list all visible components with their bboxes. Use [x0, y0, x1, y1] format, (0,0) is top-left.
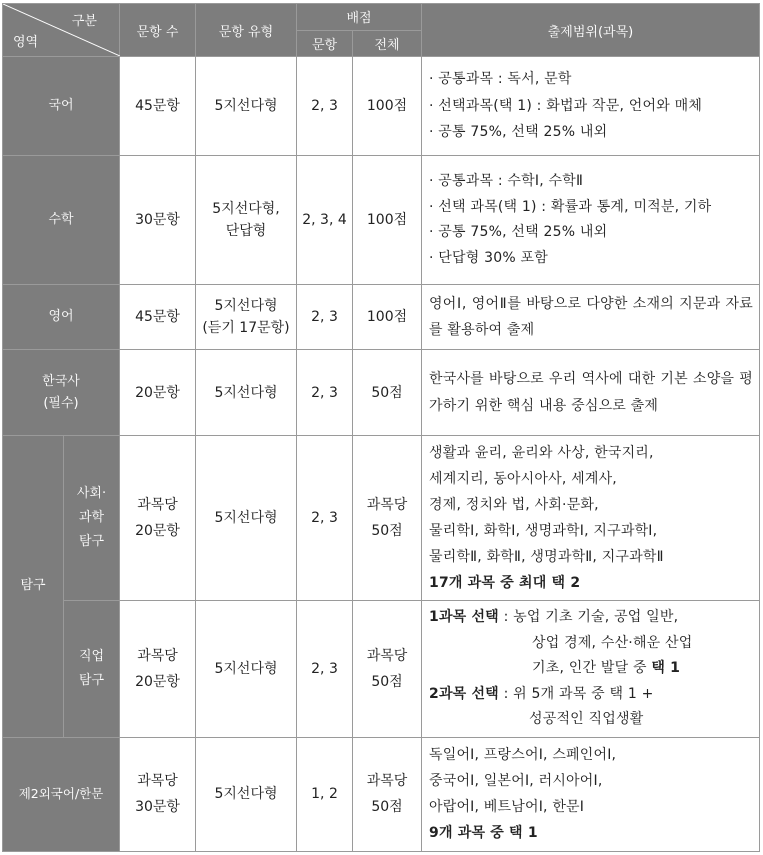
table-row-korean	[3, 57, 760, 156]
score-item-cell: 2, 3	[297, 601, 353, 738]
range-line: · 선택 과목(택 1) : 확률과 통계, 미적분, 기하	[429, 198, 712, 215]
type-cell: 5지선다형	[196, 601, 297, 738]
range-line: · 공통과목 : 수학Ⅰ, 수학Ⅱ	[429, 173, 584, 189]
score-total-cell	[353, 436, 422, 601]
score-total-cell: 100점	[353, 285, 422, 350]
range-cell	[422, 57, 760, 156]
type-cell: 5지선다형	[196, 737, 297, 851]
option-2-cont: 성공적인 직업생활	[529, 711, 644, 727]
sub-area-social	[64, 436, 120, 601]
table-row-math	[3, 156, 760, 285]
score-total-cell: 100점	[353, 57, 422, 156]
count-cell: 45문항	[120, 57, 196, 156]
type-cell: 5지선다형	[196, 350, 297, 436]
area-inquiry: 탐구	[3, 436, 64, 738]
range-cell: 한국사를 바탕으로 우리 역사에 대한 기본 소양을 평가하기 위한 핵심 내용 중심으로 출제	[422, 350, 760, 436]
type-line: 단답형	[225, 223, 267, 239]
range-note: 17개 과목 중 최대 택 2	[429, 575, 581, 591]
score-item-cell: 2, 3	[297, 57, 353, 156]
count-cell: 30문항	[120, 156, 196, 285]
sub-area-line: 사회·	[76, 486, 107, 501]
col-header-count: 문항 수	[120, 4, 196, 57]
sub-area-line: 직업	[78, 648, 105, 664]
sub-area-line: 탐구	[78, 534, 105, 549]
total-line: 50점	[371, 673, 403, 690]
option-1-text: : 농업 기초 기술, 공업 일반,	[498, 609, 679, 625]
type-line: 5지선다형,	[212, 201, 280, 217]
score-item-cell: 2, 3	[297, 285, 353, 350]
count-cell: 20문항	[120, 350, 196, 436]
type-line: (듣기 17문항)	[202, 320, 290, 336]
col-header-score-total: 전체	[353, 30, 422, 57]
table-row-english	[3, 285, 760, 350]
type-cell: 5지선다형	[196, 57, 297, 156]
score-total-cell	[353, 737, 422, 851]
count-line: 20문항	[135, 673, 180, 690]
range-line: 세계지리, 동아시아사, 세계사,	[429, 471, 617, 487]
total-line: 50점	[371, 799, 403, 815]
range-line: 경제, 정치와 법, 사회·문화,	[429, 497, 599, 513]
option-1-line	[429, 605, 753, 631]
score-item-cell: 2, 3, 4	[297, 156, 353, 285]
table-row-inquiry-job	[3, 601, 760, 738]
range-line: 아랍어Ⅰ, 베트남어Ⅰ, 한문Ⅰ	[429, 799, 585, 815]
area-line: 한국사	[42, 373, 80, 389]
area-second-language: 제2외국어/한문	[3, 737, 120, 851]
range-line: 독일어Ⅰ, 프랑스어Ⅰ, 스페인어Ⅰ,	[429, 747, 617, 763]
corner-header-cell	[3, 4, 120, 57]
range-cell	[422, 601, 760, 738]
count-cell	[120, 436, 196, 601]
count-cell: 45문항	[120, 285, 196, 350]
range-cell: 영어Ⅰ, 영어Ⅱ를 바탕으로 다양한 소재의 지문과 자료를 활용하여 출제	[422, 285, 760, 350]
table-row-second-language	[3, 737, 760, 851]
sub-area-line: 탐구	[78, 672, 105, 688]
corner-label-category: 구분	[71, 14, 97, 29]
range-line: · 선택과목(택 1) : 화법과 작문, 언어와 매체	[429, 97, 703, 114]
score-total-cell: 100점	[353, 156, 422, 285]
col-header-score-item: 문항	[297, 30, 353, 57]
type-cell	[196, 156, 297, 285]
score-total-cell: 50점	[353, 350, 422, 436]
count-line: 과목당	[137, 497, 178, 513]
score-total-cell	[353, 601, 422, 738]
area-korean: 국어	[3, 57, 120, 156]
range-cell	[422, 156, 760, 285]
count-line: 과목당	[137, 647, 178, 664]
score-item-cell: 2, 3	[297, 436, 353, 601]
total-line: 50점	[371, 523, 403, 539]
range-cell	[422, 436, 760, 601]
col-header-range: 출제범위(과목)	[422, 4, 760, 57]
type-line: 5지선다형	[214, 298, 278, 314]
option-1-emphasis: 택 1	[651, 660, 681, 676]
sub-area-job	[64, 601, 120, 738]
option-1-text: 기초, 인간 발달 중	[532, 660, 652, 676]
option-1-cont	[429, 656, 753, 682]
count-cell	[120, 601, 196, 738]
total-line: 과목당	[366, 497, 408, 513]
area-line: (필수)	[43, 395, 79, 411]
area-english: 영어	[3, 285, 120, 350]
range-line: · 공통과목 : 독서, 문학	[429, 71, 572, 88]
range-line: 중국어Ⅰ, 일본어Ⅰ, 러시아어Ⅰ,	[429, 773, 603, 789]
col-header-type: 문항 유형	[196, 4, 297, 57]
table-row-history	[3, 350, 760, 436]
area-history	[3, 350, 120, 436]
option-1-cont: 상업 경제, 수산·해운 산업	[532, 634, 693, 651]
area-math: 수학	[3, 156, 120, 285]
range-line: · 단답형 30% 포함	[429, 249, 548, 266]
option-1-label: 1과목 선택	[429, 609, 499, 625]
range-note: 9개 과목 중 택 1	[429, 825, 538, 841]
range-line: · 공통 75%, 선택 25% 내외	[429, 224, 608, 240]
score-item-cell: 1, 2	[297, 737, 353, 851]
sub-area-line: 과학	[78, 510, 105, 525]
range-line: 물리학Ⅰ, 화학Ⅰ, 생명과학Ⅰ, 지구과학Ⅰ,	[429, 523, 658, 539]
total-line: 과목당	[366, 773, 408, 789]
type-cell	[196, 285, 297, 350]
option-2-label: 2과목 선택	[429, 685, 499, 702]
corner-label-area: 영역	[13, 35, 39, 50]
table-row-inquiry-social	[3, 436, 760, 601]
count-line: 과목당	[137, 773, 178, 789]
option-2-line	[429, 682, 753, 708]
count-cell	[120, 737, 196, 851]
score-item-cell: 2, 3	[297, 350, 353, 436]
col-header-score: 배점	[297, 4, 422, 31]
count-line: 30문항	[135, 799, 180, 815]
count-line: 20문항	[135, 523, 180, 539]
total-line: 과목당	[366, 647, 408, 664]
range-line: · 공통 75%, 선택 25% 내외	[429, 124, 608, 141]
option-2-text: : 위 5개 과목 중 택 1 +	[498, 685, 654, 702]
range-line: 생활과 윤리, 윤리와 사상, 한국지리,	[429, 445, 654, 461]
exam-table	[2, 3, 760, 852]
range-cell	[422, 737, 760, 851]
range-line: 물리학Ⅱ, 화학Ⅱ, 생명과학Ⅱ, 지구과학Ⅱ	[429, 549, 664, 565]
type-cell: 5지선다형	[196, 436, 297, 601]
